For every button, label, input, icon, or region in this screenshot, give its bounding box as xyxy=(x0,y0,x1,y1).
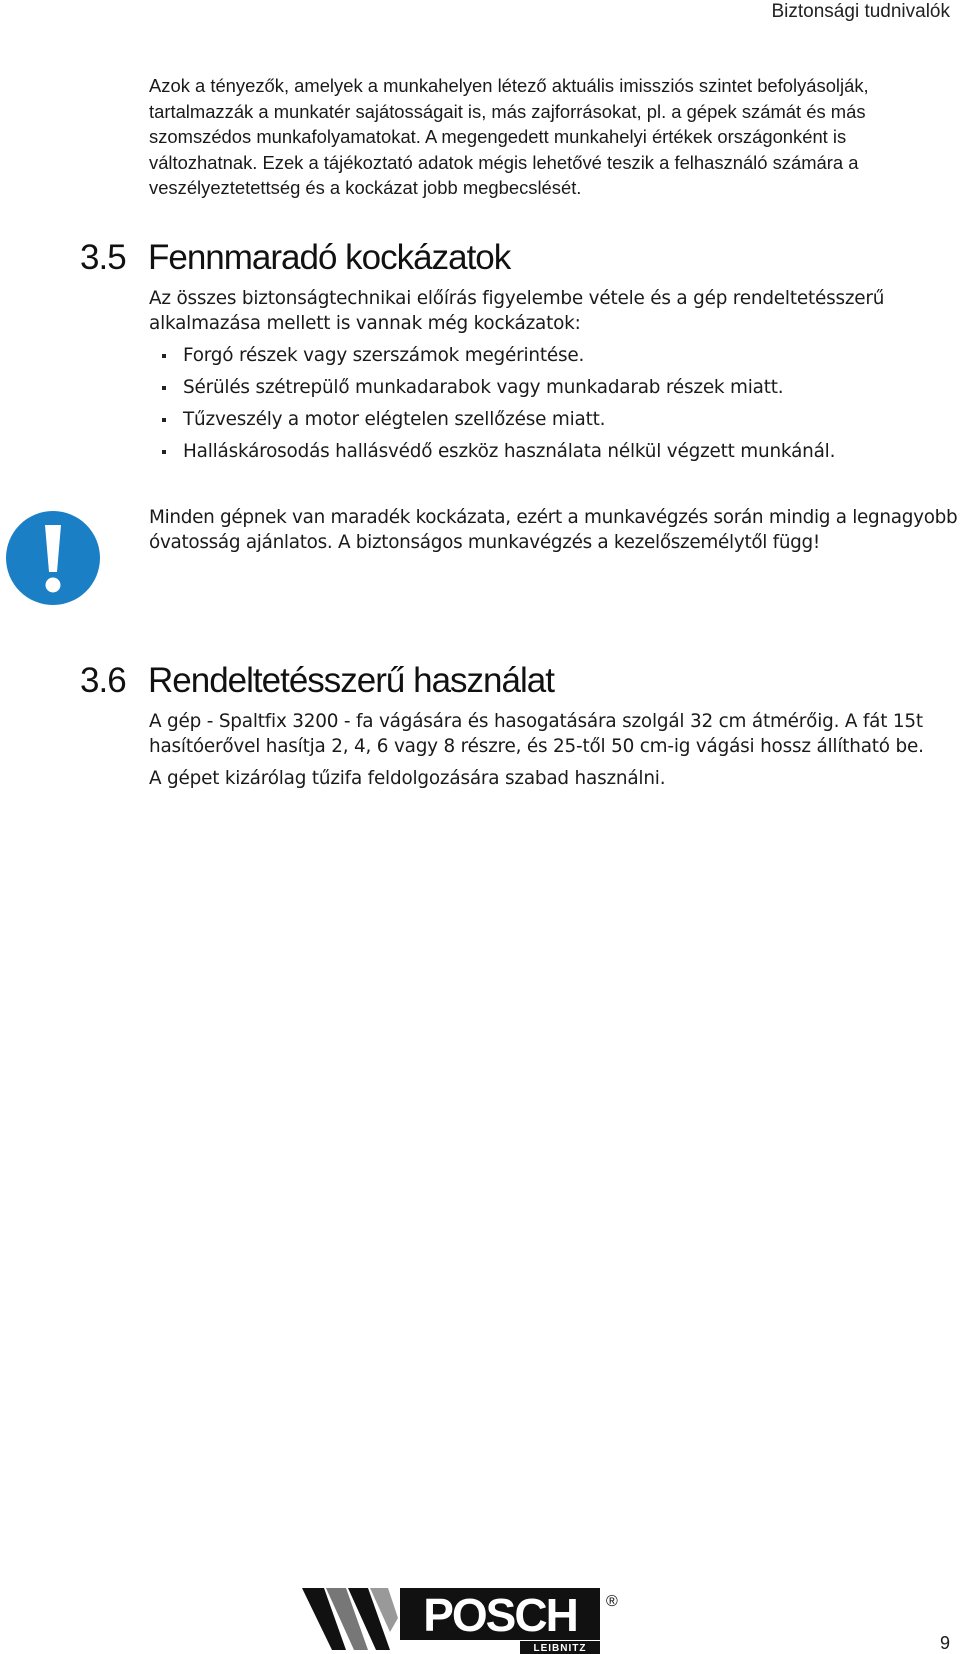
section-number: 3.6 xyxy=(80,661,126,700)
section-heading-3-6 xyxy=(80,661,554,701)
logo-brand: POSCH xyxy=(423,1589,577,1641)
warning-text: Minden gépnek van maradék kockázata, ezért a munkavégzés során mindig a legnagyobb óvatosság ajánlatos. A biztonságos munkavégzés a kezelőszemélytől függ! xyxy=(149,507,958,553)
bullet-icon xyxy=(162,354,166,358)
bullet-icon xyxy=(162,386,166,390)
logo-mark-icon xyxy=(302,1588,398,1650)
posch-logo xyxy=(302,1588,632,1654)
warning-note xyxy=(149,505,959,555)
section-body-3-6 xyxy=(149,709,949,798)
list-item: Tűzveszély a motor elégtelen szellőzése miatt. xyxy=(149,407,949,432)
bullet-icon xyxy=(162,450,166,454)
registered-mark: ® xyxy=(606,1593,618,1610)
list-item: Sérülés szétrepülő munkadarabok vagy munkadarab részek miatt. xyxy=(149,375,949,400)
section-heading-3-5 xyxy=(80,238,510,278)
running-header: Biztonsági tudnivalók xyxy=(771,1,950,22)
bullet-icon xyxy=(162,418,166,422)
page-number: 9 xyxy=(939,1633,950,1653)
section-number: 3.5 xyxy=(80,238,126,277)
risk-list xyxy=(149,343,949,464)
exclamation-icon xyxy=(5,510,101,606)
exclamation-dot xyxy=(46,578,61,593)
usage-restriction: A gépet kizárólag tűzifa feldolgozására szabad használni. xyxy=(149,768,666,789)
section-body-3-5 xyxy=(149,286,949,471)
list-item: Halláskárosodás hallásvédő eszköz használata nélkül végzett munkánál. xyxy=(149,439,949,464)
section-title: Rendeltetésszerű használat xyxy=(148,661,554,700)
intro-text: Azok a tényezők, amelyek a munkahelyen létező aktuális imissziós szintet befolyásolják, tartalmazzák a munkatér sajátosságait is, más zajforrásokat, pl. a gépek számát és más szomszédos munkafolyamatokat. A megengedett munkahelyi értékek országonként is változhatnak. Ezek a tájékoztató adatok mégis lehetővé teszik a felhasználó számára a veszélyeztetettség és a kockázat jobb megbecslését. xyxy=(149,75,869,198)
section-lead: Az összes biztonságtechnikai előírás figyelembe vétele és a gép rendeltetésszerű alkalmazása mellett is vannak még kockázatok: xyxy=(149,288,885,334)
usage-paragraph: A gép - Spaltfix 3200 - fa vágására és hasogatására szolgál 32 cm átmérőig. A fát 15t hasítóerővel hasítja 2, 4, 6 vagy 8 részre, és 25-től 50 cm-ig vágási hossz állítható be. xyxy=(149,711,924,757)
intro-paragraph xyxy=(149,73,939,201)
list-item: Forgó részek vagy szerszámok megérintése. xyxy=(149,343,949,368)
section-title: Fennmaradó kockázatok xyxy=(148,238,511,277)
logo-sub: LEIBNITZ xyxy=(533,1643,587,1654)
